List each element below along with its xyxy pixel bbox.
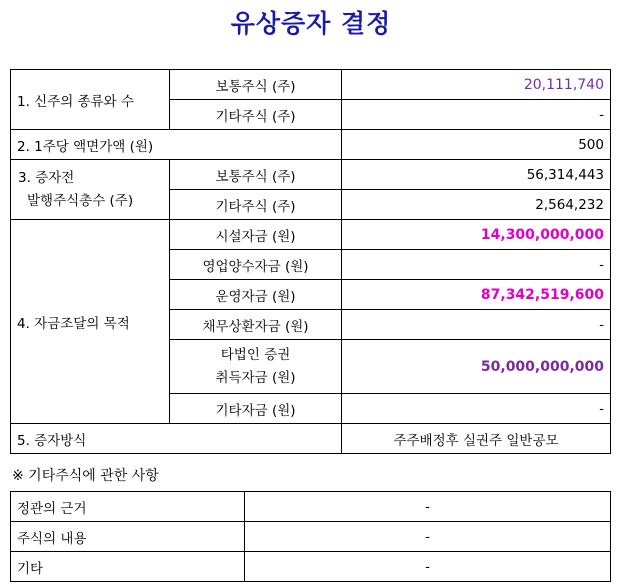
other-shares-note: ※ 기타주식에 관한 사항 [12, 468, 159, 484]
method-value: 주주배정후 실권주 일반공모 [342, 424, 611, 454]
securities-label-line1: 타법인 증권 [220, 346, 291, 363]
other-fund-label: 기타자금 (원) [170, 394, 342, 424]
new-other-value: - [342, 100, 611, 130]
pre-common-label: 보통주식 (주) [170, 160, 342, 190]
rights-offering-table [10, 69, 611, 454]
etc-label: 기타 [11, 552, 245, 582]
articles-label: 정관의 근거 [11, 492, 245, 522]
facility-value: 14,300,000,000 [342, 220, 611, 250]
table-row [11, 70, 611, 100]
debt-repay-label: 채무상환자금 (원) [170, 310, 342, 340]
par-value-label: 2. 1주당 액면가액 (원) [11, 130, 342, 160]
pre-shares-label [11, 160, 170, 220]
securities-value: 50,000,000,000 [342, 340, 611, 394]
pre-shares-label-line1: 3. 증자전 [18, 169, 75, 186]
content-value: - [245, 522, 611, 552]
pre-shares-label-line2: 발행주식총수 (주) [27, 192, 134, 209]
table-row [11, 220, 611, 250]
page-title: 유상증자 결정 [230, 9, 392, 38]
business-transfer-label: 영업양수자금 (원) [170, 250, 342, 280]
securities-label [170, 340, 342, 394]
other-fund-value: - [342, 394, 611, 424]
debt-repay-value: - [342, 310, 611, 340]
articles-value: - [245, 492, 611, 522]
table-row [11, 552, 611, 582]
pre-other-label: 기타주식 (주) [170, 190, 342, 220]
method-label: 5. 증자방식 [11, 424, 342, 454]
table-row [11, 424, 611, 454]
new-other-label: 기타주식 (주) [170, 100, 342, 130]
pre-other-value: 2,564,232 [342, 190, 611, 220]
new-common-value: 20,111,740 [342, 70, 611, 100]
new-shares-label: 1. 신주의 종류와 수 [11, 70, 170, 130]
other-shares-table [10, 491, 611, 582]
business-transfer-value: - [342, 250, 611, 280]
table-row [11, 522, 611, 552]
new-common-label: 보통주식 (주) [170, 70, 342, 100]
operating-label: 운영자금 (원) [170, 280, 342, 310]
etc-value: - [245, 552, 611, 582]
purpose-label: 4. 자금조달의 목적 [11, 220, 170, 424]
table-row [11, 160, 611, 190]
operating-value: 87,342,519,600 [342, 280, 611, 310]
facility-label: 시설자금 (원) [170, 220, 342, 250]
par-value-value: 500 [342, 130, 611, 160]
table-row [11, 130, 611, 160]
pre-common-value: 56,314,443 [342, 160, 611, 190]
table-row [11, 492, 611, 522]
securities-label-line2: 취득자금 (원) [215, 369, 296, 386]
content-label: 주식의 내용 [11, 522, 245, 552]
